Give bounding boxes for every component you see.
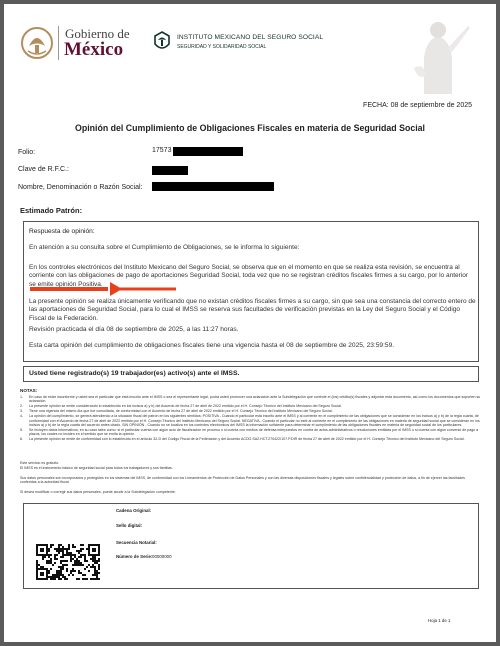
respuesta-p4: Revisión practicada el día 08 de septiembre de 2025, a las 11:27 horas. [29,326,239,333]
nota-item: 3. Tiene una vigencia del mismo día que fue consultada, de conformidad con el Acuerdo de fecha 27 de abril de 2022 emitido por el H. Consejo Técnico del Instituto Mexicano del Seguro Social. [20,409,333,414]
respuesta-heading: Respuesta de opinión: [29,228,95,235]
rfc-redaction [152,166,188,175]
gobierno-divider [58,26,59,60]
nota-text: Se incluyen datos informativos, en su caso tales como: si el particular cuenta con algún acto de fiscalización en proceso o si cuenta con medios de defensa interpuestos en contra de actos administrativos o resoluciones emitidas por el IMSS o si cuenta con algún convenio de pago a plazos, los cuales no inciden en el sentido que se emita la opinión. [29,427,479,437]
nota-item: 1. En caso de estar inconforme y usted sea el particular que está inscrito ante el IMSS o sea el representante legal, podrá usted promover una aclaración ante la Subdelegación que controle el (los) crédito(s) fiscales y adjuntar esta documento, así como los documentos que soporten su aclaración. [20,395,481,404]
servicio-gratuito: Este servicio es gratuito. [20,461,60,465]
qr-code [36,544,100,580]
nombre-label: Nombre, Denominación o Razón Social: [18,184,143,191]
imss-instrumento: El IMSS es el instrumento básico de seguridad social para todos los trabajadores y sus familias. [20,466,173,470]
nota-text: La opinión del cumplimiento, se genera atendiendo a la situación fiscal del patrón en los siguientes sentidos: POSITIVA - Cuando el particular está inscrito ante el IMSS y al corriente en el cumplimiento de las obligaciones que se consideran en los incisos a) y b) de la regla cuarta, de conformidad con el Acuerdo de fecha 27 de abril de 2022 emitido por el H. Consejo Técnico del Instituto Mexicano del Seguro Social. NEGATIVA - Cuando el particular no esté al corriente en el cumplimiento de las obligaciones en materia de seguridad social que se consideran en los incisos a) y b) de la regla cuarta del acuerdo antes citado. SIN OPINIÓN - Cuando no se localiza en los controles electrónicos del IMSS la información suficiente para determinar el cumplimiento de las obligaciones fiscales en materia de seguridad social de los particulares. [29,414,480,427]
page-title: Opinión del Cumplimiento de Obligaciones Fiscales en materia de Seguridad Social [74,123,425,133]
numero-serie-label: Número de Serie: [116,554,153,559]
gobierno-logo [20,24,152,66]
nota-item: 5. Se incluyen datos informativos, en su caso tales como: si el particular cuenta con algún acto de fiscalización en proceso o si cuenta con medios de defensa interpuestos en contra de actos administrativos o resoluciones emitidas por el IMSS o si cuenta con algún convenio de pago a plazos, los cuales no inciden en el sentido que se emita la opinión. [20,428,482,437]
rectificar-datos: Si desea modificar o corregir sus datos personales, puede acudir a la Subdelegación competente. [20,490,176,494]
respuesta-p3-line: La presente opinión se realiza únicamente verificando que no existan créditos fiscales firmes a su cargo, sin que sea una constancia del correcto entero de [29,298,476,305]
gobierno-line1: Gobierno de [65,26,130,41]
notas-heading: NOTAS: [20,388,38,393]
secuencia-label: Secuencia Notarial: [116,540,157,545]
nota-item: 4. La opinión del cumplimiento, se genera atendiendo a la situación fiscal del patrón en los siguientes sentidos: POSITIVA - Cuando el particular está inscrito ante el IMSS y al corriente en el cumplimiento de las obligaciones que se consideran en los incisos a) y b) de la regla cuarta, de conformidad con el Acuerdo de fecha 27 de abril de 2022 emitido por el H. Consejo Técnico del Instituto Mexicano del Seguro Social. NEGATIVA - Cuando el particular no esté al corriente en el cumplimiento de las obligaciones en materia de seguridad social que se consideran en los incisos a) y b) de la regla cuarta del acuerdo antes citado. SIN OPINIÓN - Cuando no se localiza en los controles electrónicos del IMSS la información suficiente para determinar el cumplimiento de las obligaciones fiscales en materia de seguridad social de los particulares. [20,414,482,427]
eagle-emblem-icon [20,24,54,62]
gobierno-line2: México [64,39,124,60]
rfc-label: Clave de R.F.C.: [18,166,69,173]
respuesta-p2-line: En los controles electrónicos del Instituto Mexicano del Seguro Social, se observa que en el momento en que se realiza esta revisión, se encuentra al [29,264,460,271]
document-page [4,4,496,642]
folio-value: 17573 [152,147,172,154]
imss-tagline: SEGURIDAD Y SOLIDARIDAD SOCIAL [177,44,267,50]
nota-item: 2. La presente opinión se emite considerando lo establecido en los incisos a) y b) del Acuerdo de fecha 27 de abril de 2022 emitido por el H. Consejo Técnico del Instituto Mexicano del Seguro Social. [20,404,342,409]
annotation-arrow-icon [26,280,178,298]
cadena-label: Cadena Original: [116,508,152,513]
respuesta-p2-line: se emite opinión Positiva. [29,280,103,288]
respuesta-p3 [29,298,476,323]
nota-text: La presente opinión se emite de conformidad con lo establecido en el artículo 32-D del Código Fiscal de la Federación y del Acuerdo ACDO.SA2.HCT.270422/107.P.DIR de fecha 27 de abril de 2022 emitido por el H. Consejo Técnico del Instituto Mexicano del Seguro Social. [29,437,465,442]
estimado-heading: Estimado Patrón: [20,206,83,215]
imss-eagle-icon [152,30,172,54]
nota-text: Tiene una vigencia del mismo día que fue consultada, de conformidad con el Acuerdo de fecha 27 de abril de 2022 emitido por el H. Consejo Técnico del Instituto Mexicano del Seguro Social. [29,409,333,414]
respuesta-p3-line: Fiscal de la Federación. [29,314,99,322]
notas-list [20,395,482,442]
header-watermark-figure [404,18,474,94]
numero-serie-value: 00000000 [152,554,172,559]
respuesta-p3-line: las aportaciones de Seguridad Social, para lo cual el IMSS se reserva sus facultades de verificación previstas en la Ley del Seguro Social y el Código [29,306,461,314]
fecha: FECHA: 08 de septiembre de 2025 [363,102,472,109]
respuesta-p5: Esta carta opinión del cumplimiento de obligaciones fiscales tiene una vigencia hasta el 08 de septiembre de 2025, 23:59:59. [29,342,395,349]
trabajadores-text: Usted tiene registrado(s) 19 trabajador(es) activo(s) ante el IMSS. [29,370,240,377]
nota-text: En caso de estar inconforme y usted sea el particular que está inscrito ante el IMSS o sea el representante legal, podrá usted promover una aclaración ante la Subdelegación que controle el (los) crédito(s) fiscales y adjuntar esta documento, así como los documentos que soporten su aclaración. [29,395,481,404]
imss-logo [152,30,352,64]
sello-label: Sello digital: [116,523,143,528]
folio-label: Folio: [18,149,36,156]
folio-redaction [173,147,243,156]
nombre-redaction [152,182,274,191]
nota-text: La presente opinión se emite considerando lo establecido en los incisos a) y b) del Acuerdo de fecha 27 de abril de 2022 emitido por el H. Consejo Técnico del Instituto Mexicano del Seguro Social. [29,404,342,409]
respuesta-p1: En atención a su consulta sobre el Cumplimiento de Obligaciones, se le informa lo siguiente: [29,244,300,251]
respuesta-p2-line: corriente con las obligaciones de pago de aportaciones Seguridad Social, toda vez que no se registran créditos fiscales firmes a su cargo, por lo anterior [29,272,469,280]
nota-item: 6. La presente opinión se emite de conformidad con lo establecido en el artículo 32-D del Código Fiscal de la Federación y del Acuerdo ACDO.SA2.HCT.270422/107.P.DIR de fecha 27 de abril de 2022 emitido por el H. Consejo Técnico del Instituto Mexicano del Seguro Social. [20,437,465,442]
page-number: Hoja 1 de 1 [428,618,451,623]
datos-personales: Sus datos personales son incorporados y protegidos en los sistemas del IMSS, de conformidad con los Lineamientos de Protección de Datos Personales y con las diversas disposiciones fiscales y legales sobre confidencialidad y protección de datos, a fin de ejercer las facultades conferidas a la autoridad fiscal. [20,476,465,485]
imss-name: INSTITUTO MEXICANO DEL SEGURO SOCIAL [177,34,324,41]
